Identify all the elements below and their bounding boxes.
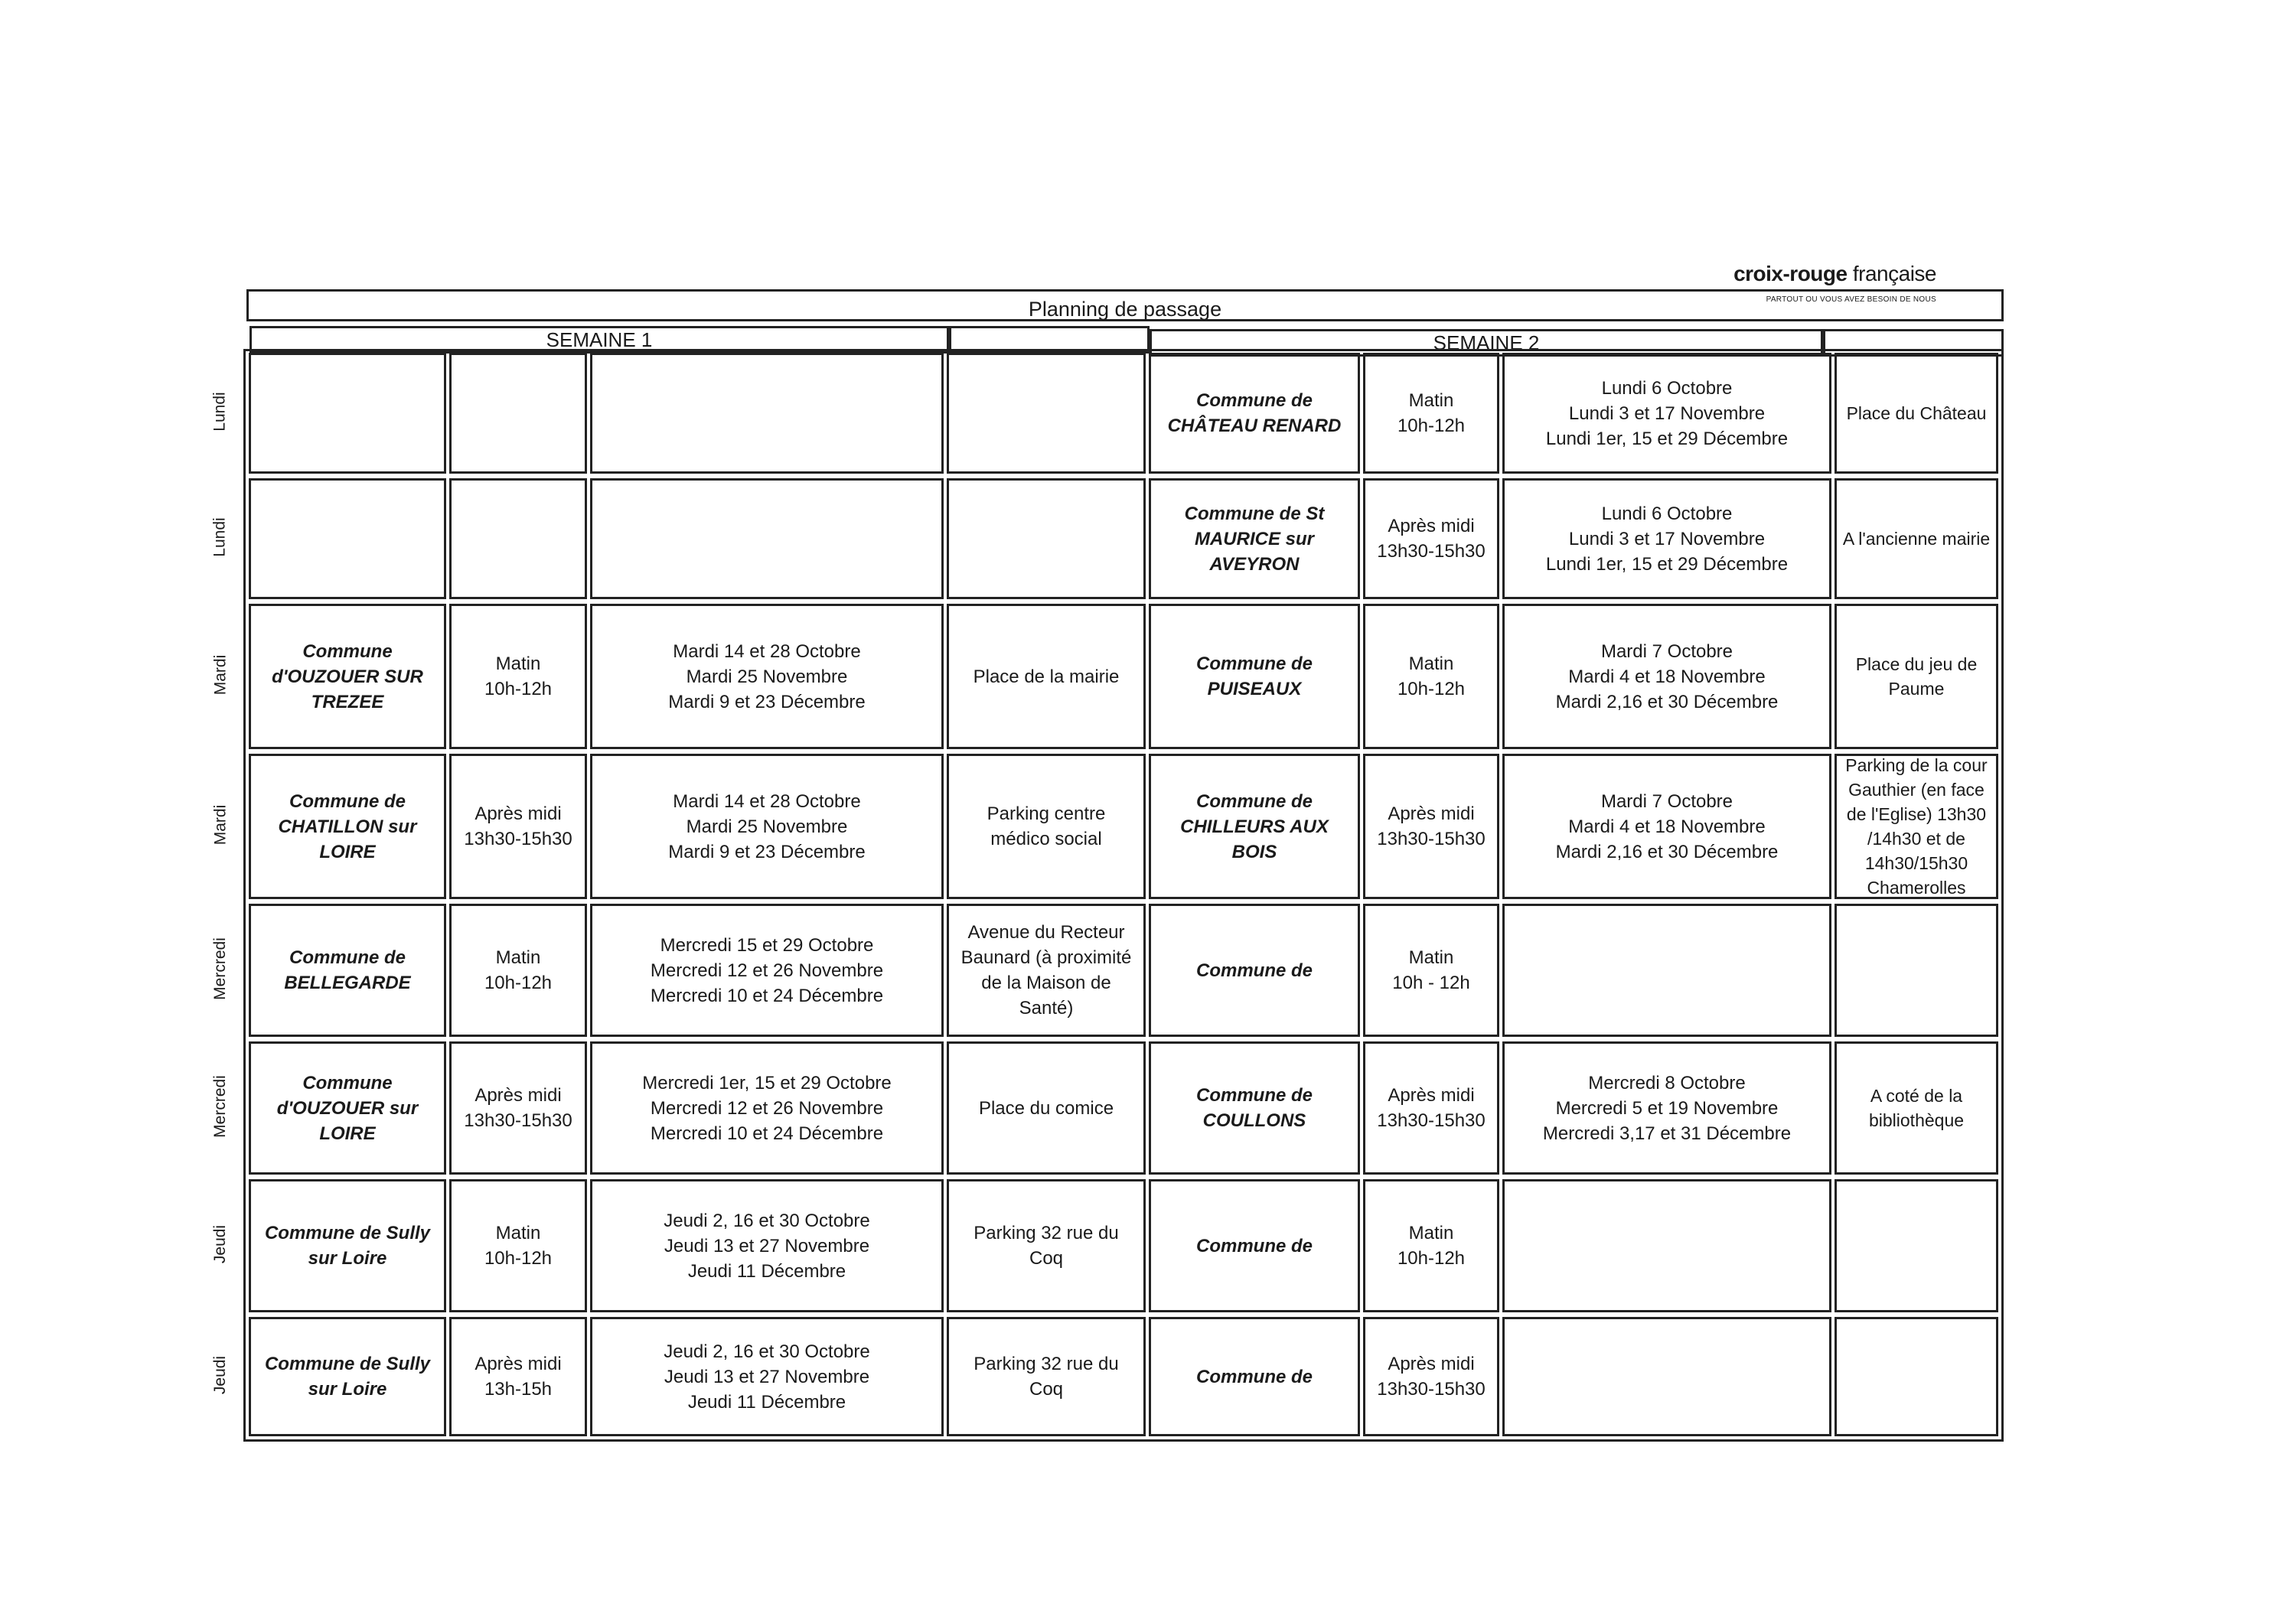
w2-time-text: Après midi 13h30-15h30 bbox=[1377, 516, 1486, 562]
w2-commune-text: Commune de St MAURICE sur AVEYRON bbox=[1184, 503, 1325, 575]
w1-dates-text: Jeudi 2, 16 et 30 Octobre Jeudi 13 et 27 Novembre Jeudi 11 Décembre bbox=[664, 1341, 870, 1413]
w1-commune-cell bbox=[249, 1317, 446, 1436]
w1-dates-text: Jeudi 2, 16 et 30 Octobre Jeudi 13 et 27 Novembre Jeudi 11 Décembre bbox=[664, 1210, 870, 1282]
day-label bbox=[205, 1313, 236, 1437]
w2-time-cell bbox=[1363, 904, 1499, 1037]
day-label bbox=[205, 1038, 236, 1175]
w2-commune-cell bbox=[1149, 1317, 1360, 1436]
w2-dates-cell bbox=[1502, 478, 1831, 599]
w2-place-cell bbox=[1835, 754, 1998, 899]
w2-dates-cell bbox=[1502, 904, 1831, 1037]
w2-place-cell bbox=[1835, 904, 1998, 1037]
w1-place-text: Parking 32 rue du Coq bbox=[974, 1354, 1119, 1400]
w1-place-cell bbox=[947, 478, 1146, 599]
w2-dates-cell bbox=[1502, 353, 1831, 474]
w1-time-cell bbox=[449, 1041, 587, 1175]
w2-commune-cell bbox=[1149, 478, 1360, 599]
w2-commune-text: Commune de bbox=[1195, 1366, 1313, 1387]
w1-commune-text: Commune de CHATILLON sur LOIRE bbox=[278, 790, 417, 862]
w2-place-text: A coté de la bibliothèque bbox=[1868, 1086, 1965, 1130]
day-label bbox=[205, 349, 236, 474]
w1-dates-text: Mardi 14 et 28 Octobre Mardi 25 Novembre Mardi 9 et 23 Décembre bbox=[668, 790, 866, 862]
w1-place-cell bbox=[947, 904, 1146, 1037]
w1-place-cell bbox=[947, 604, 1146, 749]
w1-dates-cell bbox=[590, 1317, 944, 1436]
w1-place-cell bbox=[947, 754, 1146, 899]
w1-place-cell bbox=[947, 1317, 1146, 1436]
w1-place-text: Avenue du Recteur Baunard (à proximité de la Maison de Santé) bbox=[960, 922, 1132, 1018]
w1-commune-cell bbox=[249, 478, 446, 599]
planning-title-bar bbox=[246, 289, 2004, 321]
w2-dates-text: Mardi 7 Octobre Mardi 4 et 18 Novembre Mardi 2,16 et 30 Décembre bbox=[1555, 640, 1779, 712]
w2-place-text: Parking de la cour Gauthier (en face de l'Eglise) 13h30 /14h30 et de 14h30/15h30 Chamerolles bbox=[1845, 755, 1988, 898]
w2-commune-text: Commune de COULLONS bbox=[1195, 1085, 1313, 1131]
w1-place-cell bbox=[947, 1179, 1146, 1312]
w1-place-text: Parking 32 rue du Coq bbox=[974, 1223, 1119, 1269]
w2-commune-text: Commune de bbox=[1195, 960, 1313, 981]
w1-place-text: Place de la mairie bbox=[973, 666, 1120, 687]
w1-time-text: Après midi 13h30-15h30 bbox=[464, 1085, 572, 1131]
w2-time-cell bbox=[1363, 1317, 1499, 1436]
w1-commune-cell bbox=[249, 904, 446, 1037]
w1-dates-cell bbox=[590, 604, 944, 749]
day-label-text: Mardi bbox=[211, 804, 230, 846]
w2-time-text: Matin 10h-12h bbox=[1397, 653, 1466, 699]
w2-dates-cell bbox=[1502, 604, 1831, 749]
w1-place-text: Parking centre médico social bbox=[987, 803, 1106, 849]
w2-place-cell bbox=[1835, 1317, 1998, 1436]
w1-commune-text: Commune de Sully sur Loire bbox=[264, 1223, 431, 1269]
w1-time-cell bbox=[449, 353, 587, 474]
day-label-text: Lundi bbox=[211, 392, 230, 432]
w2-time-text: Matin 10h-12h bbox=[1397, 390, 1466, 436]
week2-header: SEMAINE 2 bbox=[1150, 329, 1823, 357]
w2-time-text: Après midi 13h30-15h30 bbox=[1377, 803, 1486, 849]
w1-dates-cell bbox=[590, 904, 944, 1037]
w2-place-cell bbox=[1835, 478, 1998, 599]
w2-commune-text: Commune de bbox=[1195, 1235, 1313, 1256]
w1-time-cell bbox=[449, 904, 587, 1037]
w1-commune-cell bbox=[249, 1041, 446, 1175]
w2-dates-text: Mardi 7 Octobre Mardi 4 et 18 Novembre Mardi 2,16 et 30 Décembre bbox=[1555, 790, 1779, 862]
w1-commune-cell bbox=[249, 604, 446, 749]
w2-time-cell bbox=[1363, 1041, 1499, 1175]
w2-time-text: Matin 10h-12h bbox=[1397, 1223, 1466, 1269]
day-label-text: Mardi bbox=[211, 654, 230, 696]
w2-time-cell bbox=[1363, 478, 1499, 599]
w1-commune-text: Commune d'OUZOUER SUR TREZEE bbox=[272, 640, 423, 712]
w1-dates-cell bbox=[590, 478, 944, 599]
w1-place-text: Place du comice bbox=[978, 1097, 1114, 1119]
w2-dates-text: Mercredi 8 Octobre Mercredi 5 et 19 Novembre Mercredi 3,17 et 31 Décembre bbox=[1542, 1072, 1792, 1144]
w1-time-text: Matin 10h-12h bbox=[484, 653, 553, 699]
day-label bbox=[205, 474, 236, 600]
w2-commune-cell bbox=[1149, 604, 1360, 749]
w1-dates-cell bbox=[590, 754, 944, 899]
brand-name: croix-rouge française bbox=[1733, 262, 1936, 285]
w2-place-text: Place du jeu de Paume bbox=[1855, 654, 1978, 699]
w1-time-text: Matin 10h-12h bbox=[484, 947, 553, 993]
w2-time-text: Après midi 13h30-15h30 bbox=[1377, 1354, 1486, 1400]
w2-place-text: Place du Château bbox=[1846, 403, 1987, 423]
w1-commune-text: Commune d'OUZOUER sur LOIRE bbox=[276, 1072, 419, 1144]
w1-commune-cell bbox=[249, 1179, 446, 1312]
w2-place-cell bbox=[1835, 1179, 1998, 1312]
w2-dates-cell bbox=[1502, 1179, 1831, 1312]
w2-time-cell bbox=[1363, 353, 1499, 474]
w1-dates-cell bbox=[590, 1041, 944, 1175]
w2-commune-cell bbox=[1149, 1179, 1360, 1312]
w2-time-cell bbox=[1363, 1179, 1499, 1312]
w2-dates-cell bbox=[1502, 1317, 1831, 1436]
w1-time-cell bbox=[449, 1317, 587, 1436]
w2-place-text: A l'ancienne mairie bbox=[1842, 529, 1991, 549]
w1-time-text: Après midi 13h-15h bbox=[475, 1354, 562, 1400]
w1-commune-cell bbox=[249, 754, 446, 899]
w2-place-cell bbox=[1835, 1041, 1998, 1175]
w2-commune-cell bbox=[1149, 1041, 1360, 1175]
w2-dates-cell bbox=[1502, 754, 1831, 899]
w1-commune-text: Commune de BELLEGARDE bbox=[284, 947, 411, 993]
w1-dates-text: Mercredi 1er, 15 et 29 Octobre Mercredi 12 et 26 Novembre Mercredi 10 et 24 Décembre bbox=[642, 1072, 892, 1144]
page-title: Planning de passage bbox=[1028, 298, 1222, 321]
w1-time-text: Matin 10h-12h bbox=[484, 1223, 553, 1269]
w1-time-text: Après midi 13h30-15h30 bbox=[464, 803, 572, 849]
w2-time-text: Matin 10h - 12h bbox=[1392, 947, 1470, 993]
w1-dates-cell bbox=[590, 353, 944, 474]
day-label-text: Mercredi bbox=[211, 937, 229, 1000]
w2-dates-text: Lundi 6 Octobre Lundi 3 et 17 Novembre Lundi 1er, 15 et 29 Décembre bbox=[1545, 503, 1789, 575]
w1-time-cell bbox=[449, 604, 587, 749]
w2-time-text: Après midi 13h30-15h30 bbox=[1377, 1085, 1486, 1131]
day-label-text: Lundi bbox=[211, 517, 230, 557]
w2-commune-text: Commune de CHILLEURS AUX BOIS bbox=[1180, 790, 1329, 862]
w1-dates-text: Mardi 14 et 28 Octobre Mardi 25 Novembre Mardi 9 et 23 Décembre bbox=[668, 640, 866, 712]
w2-commune-cell bbox=[1149, 754, 1360, 899]
day-label-text: Jeudi bbox=[211, 1355, 230, 1395]
w1-commune-cell bbox=[249, 353, 446, 474]
w1-dates-text: Mercredi 15 et 29 Octobre Mercredi 12 et 26 Novembre Mercredi 10 et 24 Décembre bbox=[650, 934, 884, 1006]
w2-place-cell bbox=[1835, 353, 1998, 474]
week1-header: SEMAINE 1 bbox=[249, 326, 949, 354]
w1-time-cell bbox=[449, 1179, 587, 1312]
w2-dates-cell bbox=[1502, 1041, 1831, 1175]
w2-commune-text: Commune de CHÂTEAU RENARD bbox=[1167, 390, 1342, 436]
day-label bbox=[205, 750, 236, 900]
w2-commune-text: Commune de PUISEAUX bbox=[1195, 653, 1313, 699]
day-label-text: Jeudi bbox=[211, 1224, 230, 1264]
w1-commune-text: Commune de Sully sur Loire bbox=[264, 1354, 431, 1400]
w2-commune-cell bbox=[1149, 353, 1360, 474]
day-label-text: Mercredi bbox=[211, 1075, 229, 1138]
w1-place-cell bbox=[947, 353, 1146, 474]
w2-dates-text: Lundi 6 Octobre Lundi 3 et 17 Novembre Lundi 1er, 15 et 29 Décembre bbox=[1545, 377, 1789, 449]
w2-place-cell bbox=[1835, 604, 1998, 749]
day-label bbox=[205, 1175, 236, 1313]
w2-commune-cell bbox=[1149, 904, 1360, 1037]
day-label bbox=[205, 600, 236, 750]
w2-time-cell bbox=[1363, 604, 1499, 749]
day-label bbox=[205, 900, 236, 1038]
w1-time-cell bbox=[449, 478, 587, 599]
w2-time-cell bbox=[1363, 754, 1499, 899]
w1-time-cell bbox=[449, 754, 587, 899]
brand-tagline: PARTOUT OU VOUS AVEZ BESOIN DE NOUS bbox=[1766, 295, 1936, 304]
schedule-table bbox=[243, 349, 2004, 1442]
w1-place-cell bbox=[947, 1041, 1146, 1175]
w1-dates-cell bbox=[590, 1179, 944, 1312]
